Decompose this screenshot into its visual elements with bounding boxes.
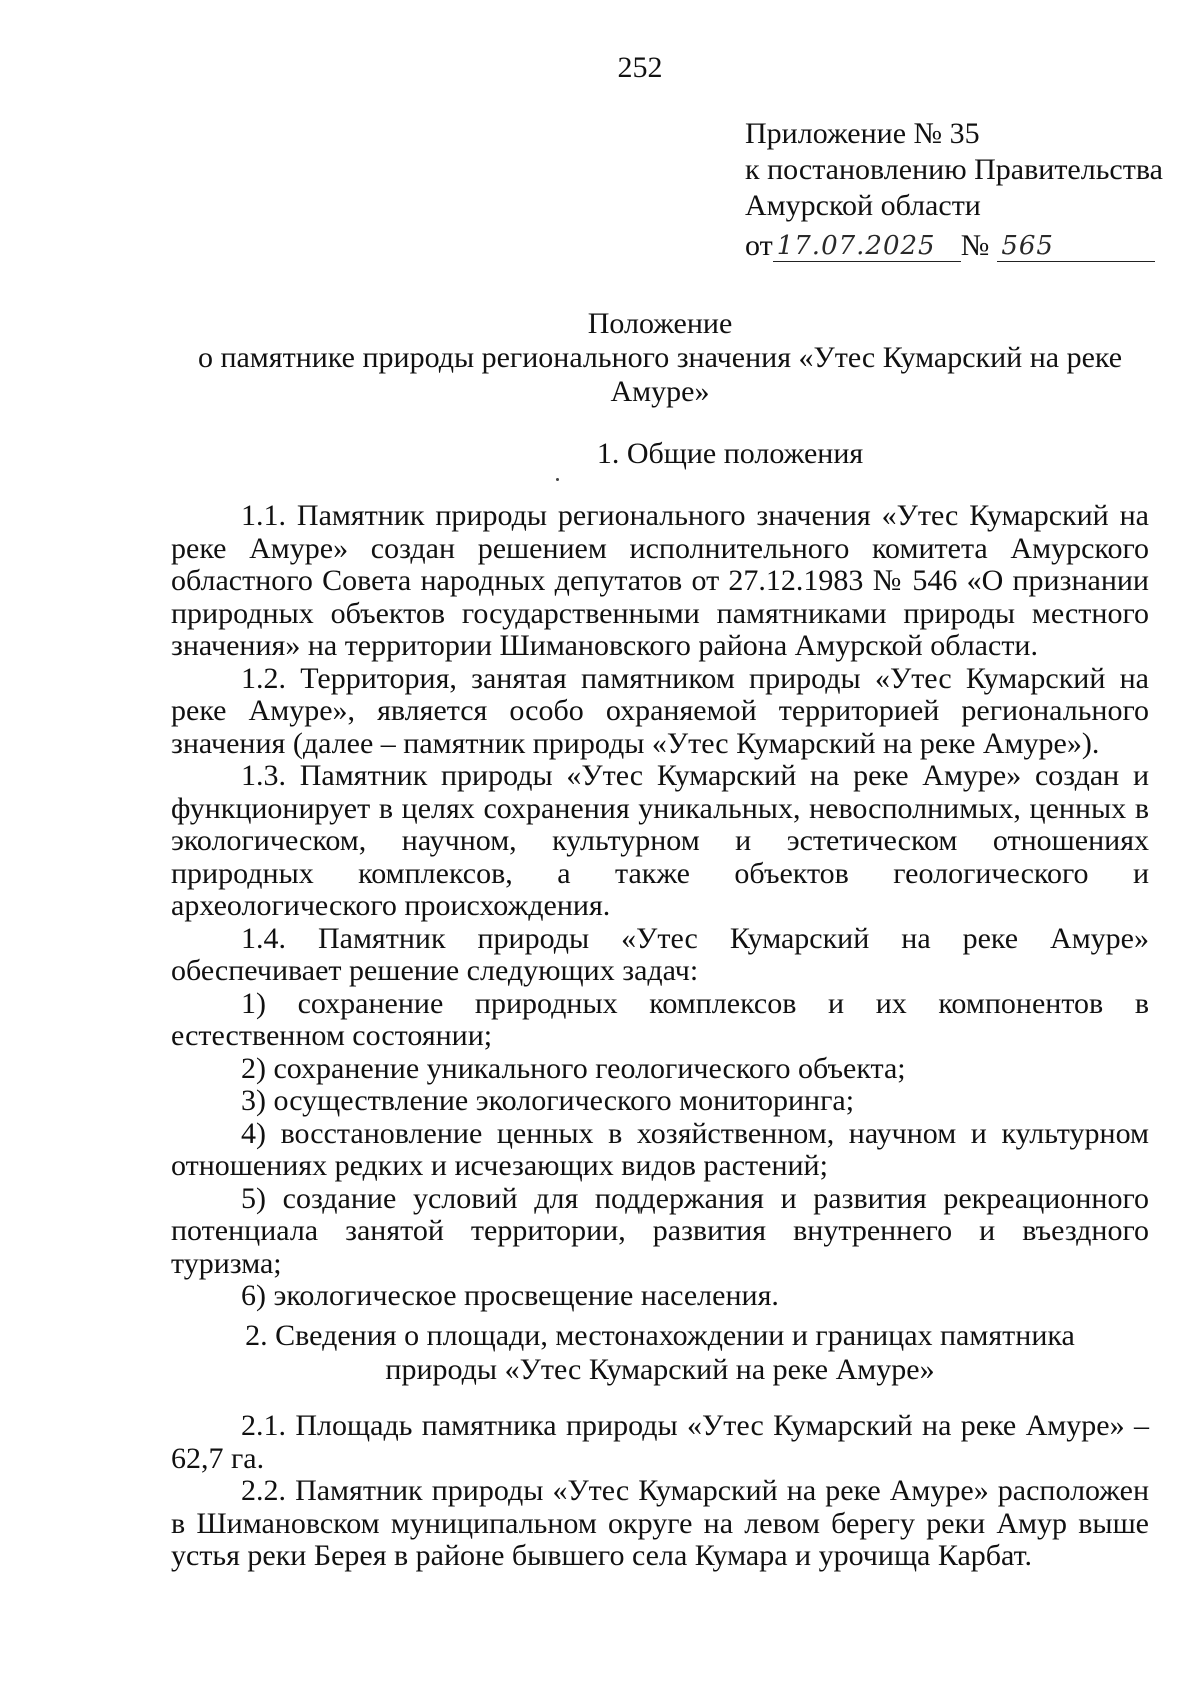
paragraph-1-2: 1.2. Территория, занятая памятником природы «Утес Кумарский на реке Амуре», является особо охраняемой территорией регионального значения (далее – памятник природы «Утес Кумарский на реке Амуре»). <box>171 661 1149 760</box>
date-prefix: от <box>745 229 773 262</box>
appendix-number: Приложение № 35 <box>745 117 980 150</box>
section-2-body <box>171 1410 1149 1573</box>
task-item-2: 2) сохранение уникального геологического объекта; <box>241 1051 906 1085</box>
section-2-heading <box>170 1320 1150 1388</box>
task-item-1: 1) сохранение природных комплексов и их компонентов в естественном состоянии; <box>171 986 1149 1052</box>
title-line-2: о памятнике природы регионального значения «Утес Кумарский на реке <box>197 341 1123 374</box>
paragraph-2-1: 2.1. Площадь памятника природы «Утес Кумарский на реке Амуре» – 62,7 га. <box>171 1409 1149 1475</box>
section-1-body <box>171 500 1149 1313</box>
task-item-4: 4) восстановление ценных в хозяйственном, научном и культурном отношениях редких и исчезающих видов растений; <box>171 1116 1149 1182</box>
task-item-3: 3) осуществление экологического мониторинга; <box>241 1084 855 1117</box>
number-prefix: № <box>960 229 990 262</box>
paragraph-1-1: 1.1. Памятник природы регионального значения «Утес Кумарский на реке Амуре» создан решением исполнительного комитета Амурского областного Совета народных депутатов от 27.12.1983 № 546 «О признании природных объектов государственными памятниками природы местного значения» на территории Шимановского района Амурской области. <box>171 499 1149 662</box>
section-1-heading: 1. Общие положения <box>596 437 864 470</box>
handwritten-date: 17.07.2025 <box>773 231 961 262</box>
paragraph-1-4: 1.4. Памятник природы «Утес Кумарский на реке Амуре» обеспечивает решение следующих задач: <box>171 921 1149 987</box>
task-item-5: 5) создание условий для поддержания и развития рекреационного потенциала занятой территории, развития внутреннего и въездного туризма; <box>171 1181 1149 1280</box>
handwritten-number: 565 <box>997 231 1155 262</box>
task-item-6: 6) экологическое просвещение населения. <box>241 1279 779 1312</box>
section-2-heading-line-1: 2. Сведения о площади, местонахождении и границах памятника <box>245 1319 1075 1352</box>
appendix-header <box>745 118 1165 262</box>
section-2-heading-line-2: природы «Утес Кумарский на реке Амуре» <box>385 1353 935 1386</box>
paragraph-2-2: 2.2. Памятник природы «Утес Кумарский на реке Амуре» расположен в Шимановском муниципальном округе на левом берегу реки Амур выше устья реки Берея в районе бывшего села Кумара и урочища Карбат. <box>171 1474 1149 1572</box>
page-number: 252 <box>617 51 663 84</box>
paragraph-1-3: 1.3. Памятник природы «Утес Кумарский на реке Амуре» создан и функционирует в целях сохранения уникальных, невосполнимых, ценных в экологическом, научном, культурном и эстетическом отношениях природных комплексов, а также объектов геологического и археологического происхождения. <box>171 759 1149 922</box>
appendix-region: Амурской области <box>745 189 981 222</box>
title-line-1: Положение <box>587 307 733 340</box>
appendix-decree: к постановлению Правительства <box>745 153 1163 186</box>
appendix-date-line <box>745 226 1165 262</box>
document-title <box>170 308 1150 410</box>
title-line-3: Амуре» <box>610 375 710 408</box>
scan-dot <box>556 478 559 481</box>
